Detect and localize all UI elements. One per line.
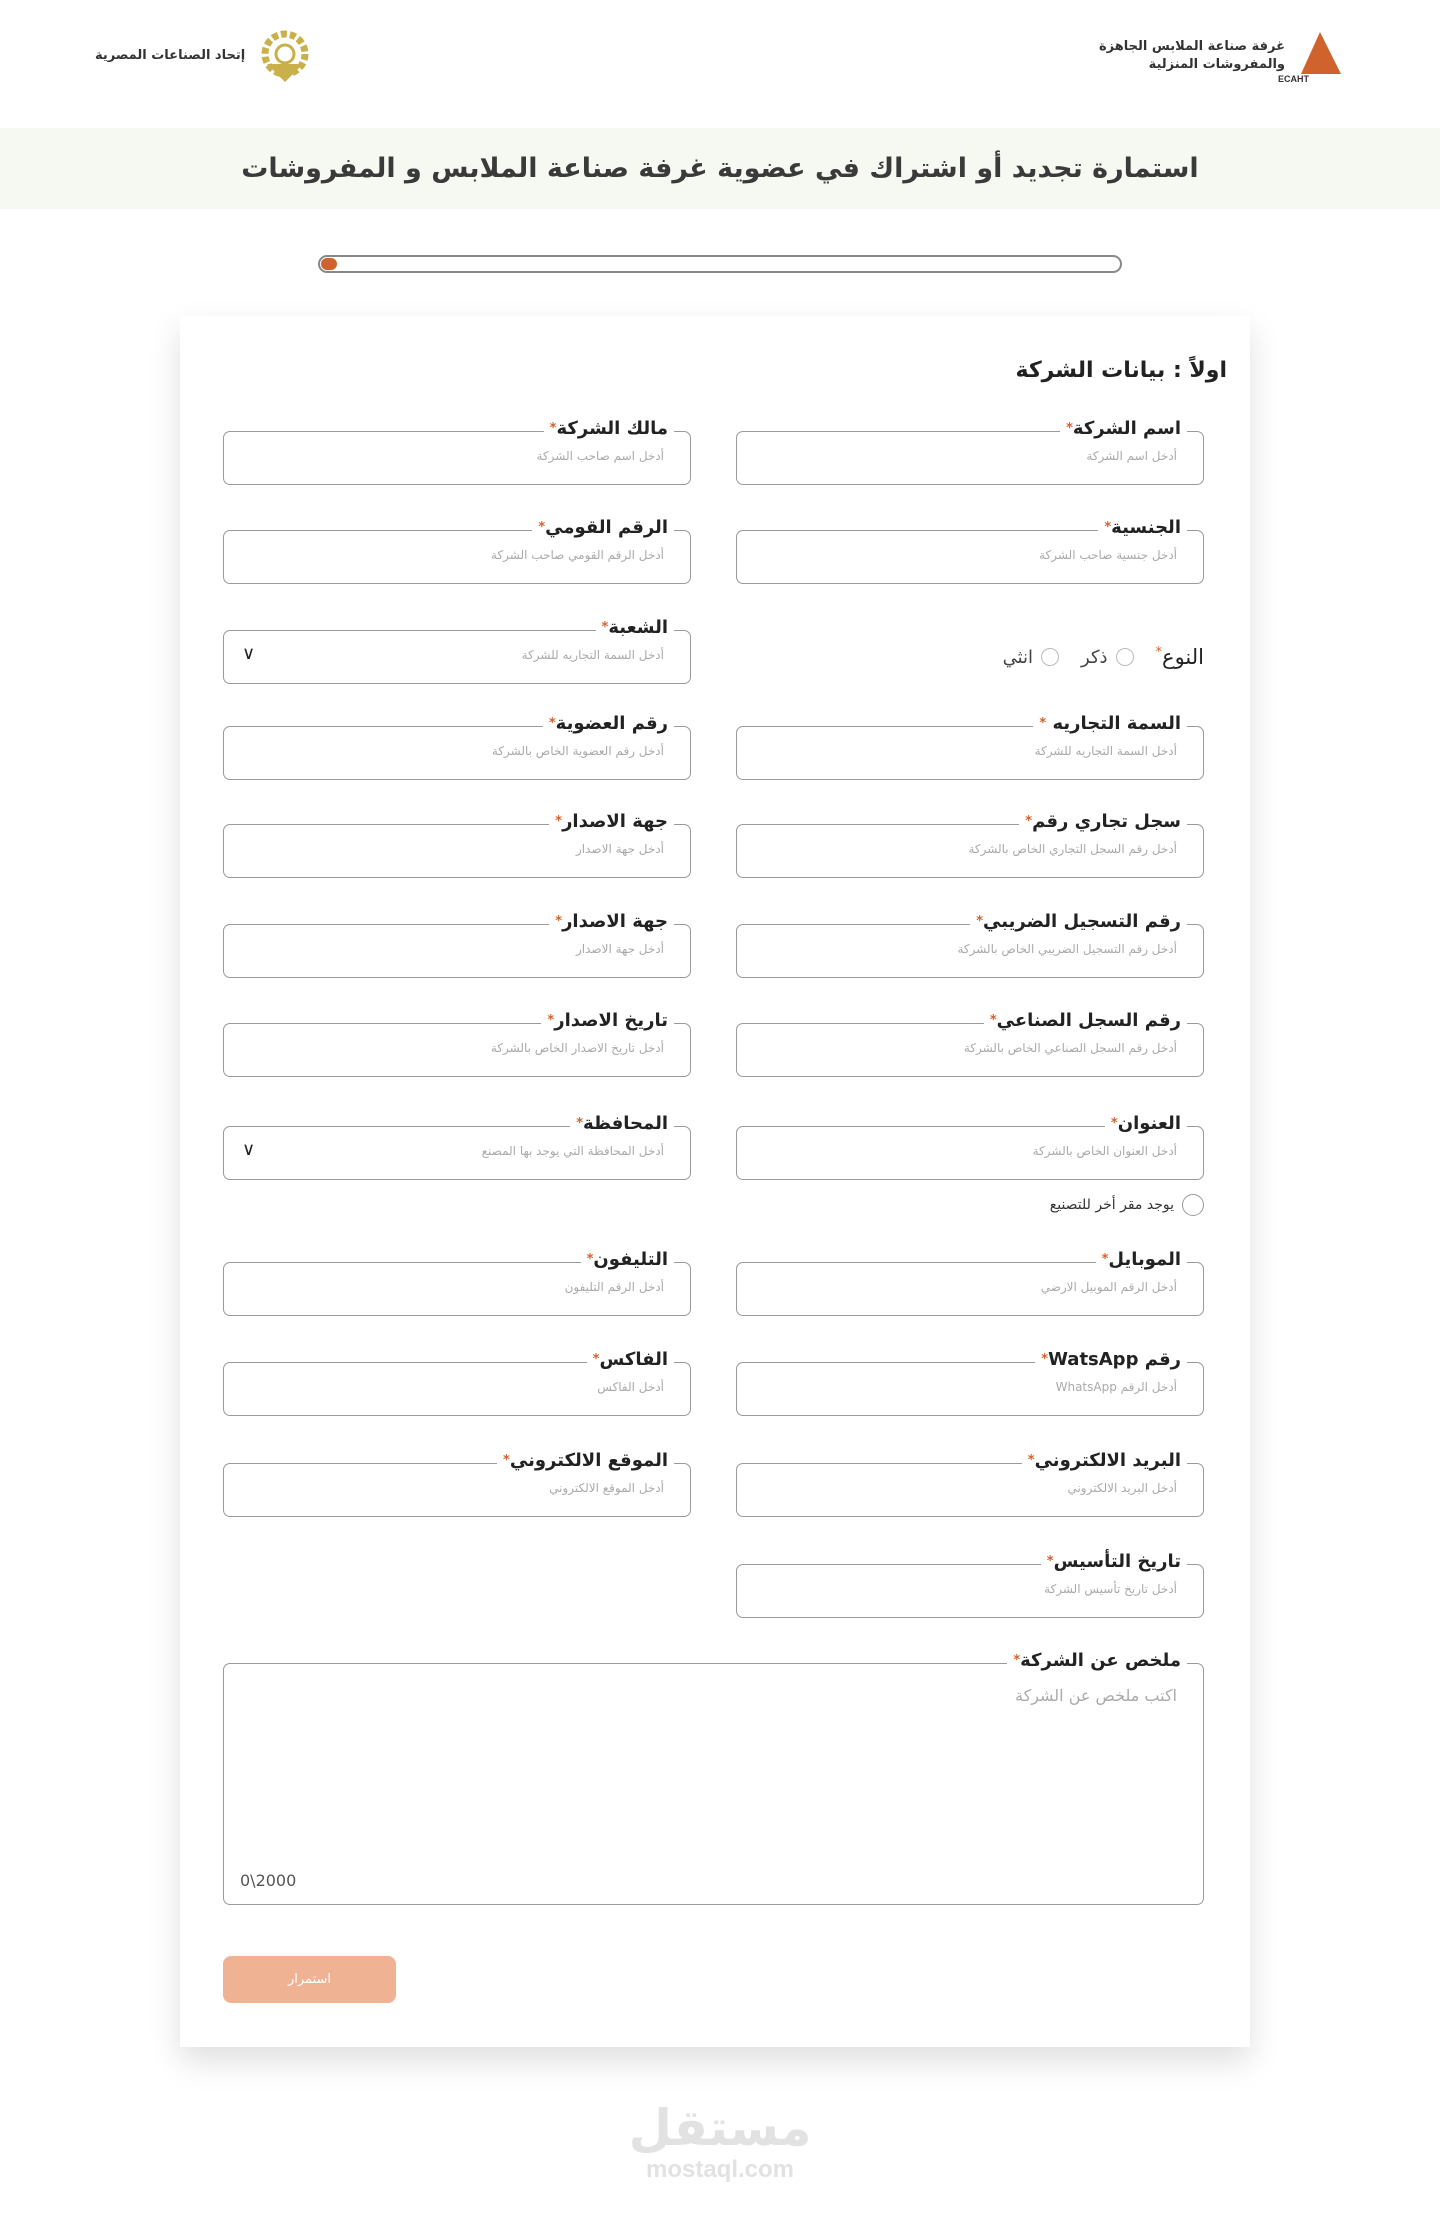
field-label: الموبايل* [1096,1247,1187,1273]
field-placeholder: أدخل العنوان الخاص بالشركة [1032,1144,1177,1158]
input-field[interactable] [736,1450,1204,1517]
federation-logo [95,28,315,84]
field-placeholder: أدخل رقم السجل التجاري الخاص بالشركة [968,842,1177,856]
field-label: رقم العضوية* [543,711,674,737]
select-field[interactable] [223,1113,691,1180]
input-field[interactable] [736,517,1204,584]
field-placeholder: أدخل السمة التجاريه للشركة [1034,744,1177,758]
field-placeholder: أدخل الرقم التليفون [564,1280,664,1294]
input-field[interactable] [736,811,1204,878]
gender-radio-group [736,630,1204,684]
input-field[interactable] [223,1010,691,1077]
field-placeholder: أدخل رقم السجل الصناعي الخاص بالشركة [963,1041,1177,1055]
field-label: الشعبة* [596,615,674,641]
input-field[interactable] [736,713,1204,780]
gender-female-radio[interactable]: انثي [1003,647,1059,668]
field-label: الموقع الالكتروني* [497,1448,674,1474]
other-factory-checkbox[interactable] [1050,1194,1204,1216]
field-placeholder: أدخل السمة التجاريه للشركة [521,648,664,662]
select-field[interactable] [223,617,691,684]
input-field[interactable] [736,1010,1204,1077]
progress-bar [318,255,1122,273]
field-label: رقم WatsApp* [1035,1347,1187,1373]
field-placeholder: أدخل الموقع الالكتروني [549,1481,664,1495]
field-label: رقم التسجيل الضريبي* [970,909,1187,935]
section-title: اولاً : بيانات الشركة [1015,358,1227,383]
continue-button[interactable]: استمرار [223,1956,396,2003]
input-field[interactable] [736,1113,1204,1180]
field-label: اسم الشركة* [1060,416,1187,442]
chevron-down-icon[interactable]: ∨ [242,1139,256,1160]
gear-logo-icon [255,28,315,84]
field-label: الرقم القومي* [532,515,674,541]
field-placeholder: أدخل جهة الاصدار [576,842,664,856]
input-field[interactable] [736,1249,1204,1316]
input-field[interactable] [736,418,1204,485]
summary-textarea[interactable] [223,1650,1204,1905]
field-placeholder: أدخل الفاكس [597,1380,664,1394]
field-placeholder: أدخل اسم صاحب الشركة [536,449,664,463]
input-field[interactable] [223,1249,691,1316]
field-label: سجل تجاري رقم* [1019,809,1187,835]
input-field[interactable] [223,1450,691,1517]
input-field[interactable] [736,911,1204,978]
field-label: العنوان* [1105,1111,1187,1137]
field-placeholder: أدخل البريد الالكتروني [1067,1481,1177,1495]
field-placeholder: أدخل جهة الاصدار [576,942,664,956]
input-field[interactable] [223,517,691,584]
field-placeholder: أدخل الرقم WhatsApp [1055,1380,1177,1394]
input-field[interactable] [223,911,691,978]
field-label: التليفون* [581,1247,674,1273]
input-field[interactable] [736,1349,1204,1416]
input-field[interactable] [736,1551,1204,1618]
federation-logo-text: إتحاد الصناعات المصرية [95,48,246,63]
ecaht-logo-icon [1278,28,1345,84]
field-placeholder: أدخل رقم التسجيل الضريبي الخاص بالشركة [957,942,1177,956]
field-placeholder: أدخل رقم العضوية الخاص بالشركة [491,744,664,758]
other-factory-label: يوجد مقر أخر للتصنيع [1049,1197,1174,1213]
page-title: استمارة تجديد أو اشتراك في عضوية غرفة صناعة الملابس و المفروشات [241,153,1199,184]
field-placeholder: أدخل الرقم الموبيل الارضي [1040,1280,1177,1294]
title-band [0,128,1440,209]
field-label: السمة التجاريه * [1033,711,1187,737]
field-placeholder: أدخل تاريخ تأسيس الشركة [1044,1582,1177,1596]
char-counter: 0\2000 [240,1871,297,1890]
field-placeholder: أدخل المحافظة التي يوجد بها المصنع [481,1144,664,1158]
gender-male-radio[interactable]: ذكر [1081,647,1134,668]
summary-label: ملخص عن الشركة* [1007,1648,1187,1674]
field-label: جهة الاصدار* [549,909,674,935]
field-label: البريد الالكتروني* [1022,1448,1187,1474]
field-label: الفاكس* [587,1347,674,1373]
mostaql-watermark: مستقل mostaql.com [628,2099,812,2183]
summary-placeholder: اكتب ملخص عن الشركة [1015,1686,1177,1705]
svg-text:ECAHT: ECAHT [1278,74,1309,84]
chamber-name-line2: والمفروشات المنزلية [1148,57,1285,72]
field-label: المحافظة* [570,1111,674,1137]
field-label: مالك الشركة* [544,416,674,442]
chevron-down-icon[interactable]: ∨ [242,643,256,664]
field-placeholder: أدخل جنسية صاحب الشركة [1039,548,1177,562]
field-placeholder: أدخل اسم الشركة [1086,449,1177,463]
field-label: تاريخ التأسيس* [1041,1549,1187,1575]
company-data-form [180,316,1250,2047]
input-field[interactable] [223,418,691,485]
field-placeholder: أدخل تاريخ الاصدار الخاص بالشركة [490,1041,664,1055]
checkbox-circle[interactable] [1182,1194,1204,1216]
field-placeholder: أدخل الرقم القومي صاحب الشركة [491,548,664,562]
progress-fill [321,258,337,270]
chamber-logo [1099,28,1345,84]
input-field[interactable] [223,713,691,780]
chamber-name-line1: غرفة صناعة الملابس الجاهزة [1099,39,1285,54]
field-label: الجنسية* [1098,515,1187,541]
gender-label: النوع* [1155,645,1204,669]
field-label: رقم السجل الصناعي* [984,1008,1187,1034]
field-label: جهة الاصدار* [549,809,674,835]
input-field[interactable] [223,1349,691,1416]
field-label: تاريخ الاصدار* [541,1008,674,1034]
input-field[interactable] [223,811,691,878]
